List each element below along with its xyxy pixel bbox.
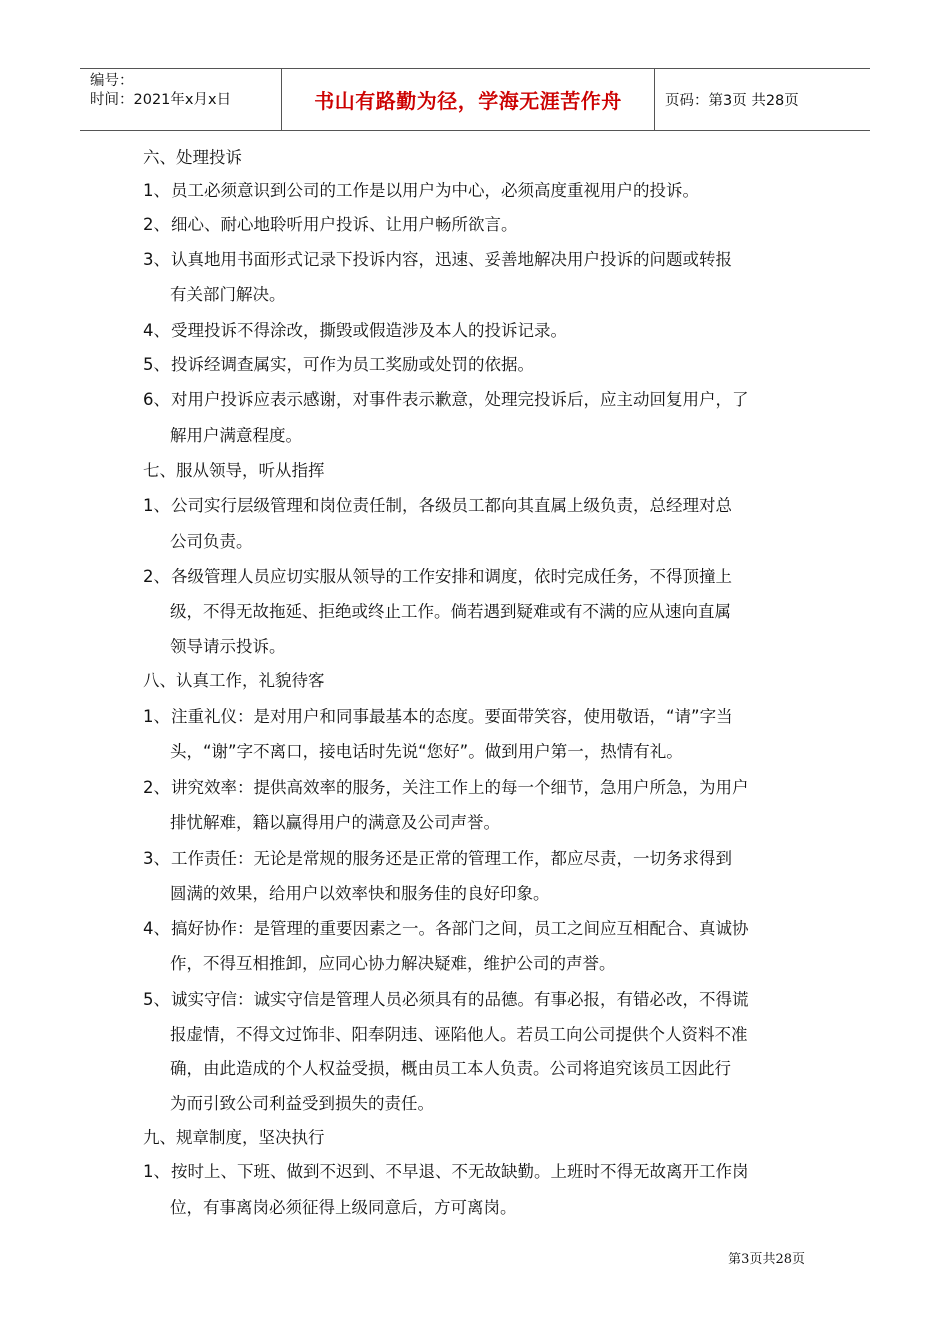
motto: 书山有路勤为径，学海无涯苦作舟 [282,69,655,130]
item-text: 各级管理人员应切实服从领导的工作安排和调度，依时完成任务，不得顶撞上 [171,567,732,586]
section-heading: 七、服从领导，听从指挥 [143,461,325,480]
item-text: 按时上、下班、做到不迟到、不早退、不无故缺勤。上班时不得无故离开工作岗 [171,1162,749,1181]
item-number: 1、 [143,1162,170,1181]
item-number: 3、 [143,849,170,868]
list-item [143,849,732,869]
item-number: 4、 [143,321,170,340]
item-text: 搞好协作：是管理的重要因素之一。各部门之间，员工之间应互相配合、真诚协 [171,919,749,938]
item-number: 2、 [143,567,170,586]
continuation-line: 为而引致公司利益受到损失的责任。 [170,1094,434,1113]
continuation-line: 有关部门解决。 [170,285,286,304]
list-item [143,496,732,516]
list-item [143,355,534,375]
continuation-line: 作，不得互相推卸，应同心协力解决疑难，维护公司的声誉。 [170,954,616,973]
list-item [143,181,699,201]
continuation-line: 头，“谢”字不离口，接电话时先说“您好”。做到用户第一，热情有礼。 [170,742,683,761]
item-number: 5、 [143,990,170,1009]
list-item [143,990,749,1010]
item-text: 受理投诉不得涂改，撕毁或假造涉及本人的投诉记录。 [171,321,567,340]
continuation-line: 确，由此造成的个人权益受损，概由员工本人负责。公司将追究该员工因此行 [170,1059,731,1078]
continuation-line: 解用户满意程度。 [170,426,302,445]
item-text: 注重礼仪：是对用户和同事最基本的态度。要面带笑容，使用敬语，“请”字当 [171,707,733,726]
list-item [143,1162,749,1182]
item-number: 1、 [143,181,170,200]
list-item [143,707,733,727]
list-item [143,321,567,341]
item-number: 6、 [143,390,170,409]
item-number: 2、 [143,778,170,797]
item-text: 工作责任：无论是常规的服务还是正常的管理工作，都应尽责，一切务求得到 [171,849,732,868]
document-header [80,68,870,131]
list-item [143,390,749,410]
item-text: 员工必须意识到公司的工作是以用户为中心，必须高度重视用户的投诉。 [171,181,699,200]
list-item [143,778,749,798]
item-text: 对用户投诉应表示感谢，对事件表示歉意，处理完投诉后，应主动回复用户，了 [171,390,749,409]
item-text: 细心、耐心地聆听用户投诉、让用户畅所欲言。 [171,215,518,234]
list-item [143,250,732,270]
continuation-line: 领导请示投诉。 [170,637,286,656]
header-left-cell [80,69,282,130]
continuation-line: 级，不得无故拖延、拒绝或终止工作。倘若遇到疑难或有不满的应从速向直属 [170,602,731,621]
item-number: 3、 [143,250,170,269]
time-label: 时间：2021年x月x日 [90,92,232,108]
item-text: 认真地用书面形式记录下投诉内容，迅速、妥善地解决用户投诉的问题或转报 [171,250,732,269]
continuation-line: 位，有事离岗必须征得上级同意后，方可离岗。 [170,1198,517,1217]
list-item [143,919,749,939]
section-heading: 六、处理投诉 [143,148,242,167]
list-item [143,567,732,587]
continuation-line: 排忧解难，籍以赢得用户的满意及公司声誉。 [170,813,500,832]
code-label: 编号： [90,73,134,89]
item-text: 投诉经调查属实，可作为员工奖励或处罚的依据。 [171,355,534,374]
section-heading: 九、规章制度，坚决执行 [143,1128,325,1147]
section-heading: 八、认真工作，礼貌待客 [143,671,325,690]
item-text: 讲究效率：提供高效率的服务，关注工作上的每一个细节，急用户所急，为用户 [171,778,749,797]
continuation-line: 圆满的效果，给用户以效率快和服务佳的良好印象。 [170,884,550,903]
item-text: 诚实守信：诚实守信是管理人员必须具有的品德。有事必报，有错必改，不得谎 [171,990,749,1009]
item-number: 5、 [143,355,170,374]
item-number: 4、 [143,919,170,938]
item-number: 1、 [143,496,170,515]
item-number: 1、 [143,707,170,726]
continuation-line: 报虚情，不得文过饰非、阳奉阴违、诬陷他人。若员工向公司提供个人资料不准 [170,1025,748,1044]
page-footer: 第3页共28页 [728,1252,805,1267]
page-info: 页码：第3页 共28页 [665,93,799,109]
item-text: 公司实行层级管理和岗位责任制，各级员工都向其直属上级负责，总经理对总 [171,496,732,515]
item-number: 2、 [143,215,170,234]
list-item [143,215,518,235]
continuation-line: 公司负责。 [170,532,253,551]
